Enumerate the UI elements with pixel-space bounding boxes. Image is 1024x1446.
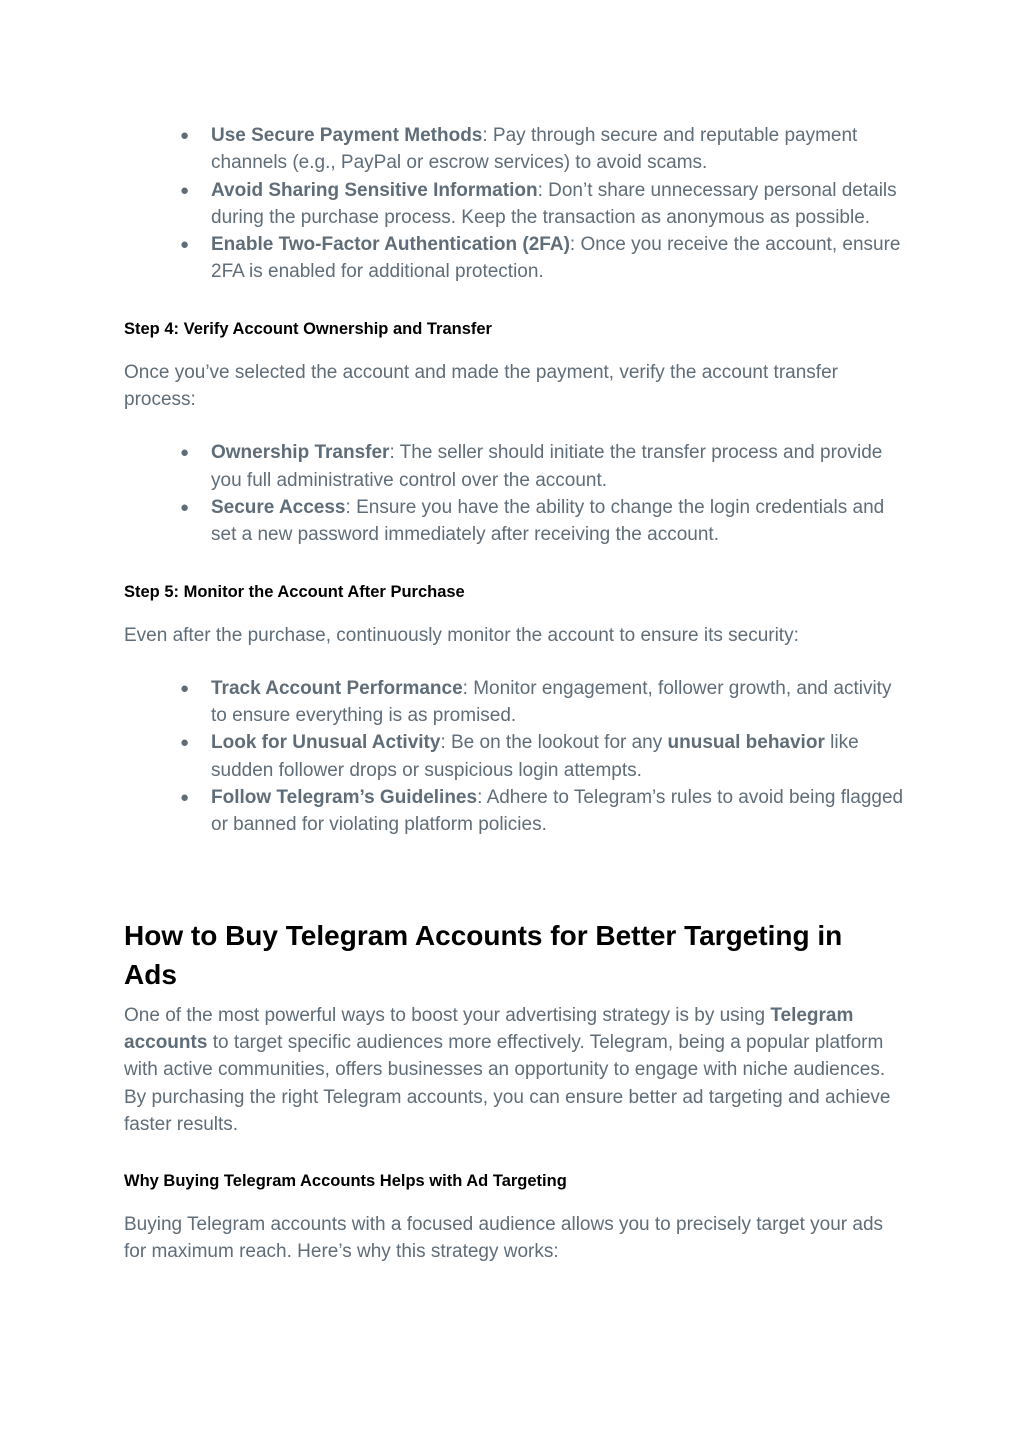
sub-paragraph: Buying Telegram accounts with a focused audience allows you to precisely target your ads for maximum reach. Here’s why this strategy works:	[124, 1214, 884, 1263]
paragraph-text: One of the most powerful ways to boost your advertising strategy is by using	[124, 1004, 771, 1026]
list-item	[180, 439, 901, 494]
list-item	[180, 675, 911, 730]
item-text: : Be on the lookout for any	[440, 732, 668, 754]
list-item	[180, 729, 911, 784]
item-bold-label: Use Secure Payment Methods	[211, 125, 483, 146]
bullet-icon: ●	[180, 236, 190, 254]
item-bold-label: Enable Two-Factor Authentication (2FA)	[211, 234, 570, 256]
step4-heading: Step 4: Verify Account Ownership and Transfer	[124, 319, 492, 338]
paragraph-bold: Telegram accounts	[124, 1004, 854, 1053]
bullet-icon: ●	[180, 789, 190, 807]
item-text: : Adhere to Telegram’s rules to avoid being flagged or banned for violating platform policies.	[211, 787, 904, 836]
bullet-icon: ●	[180, 498, 190, 516]
item-bold-label: Secure Access	[211, 496, 346, 518]
item-text: like sudden follower drops or suspicious login attempts.	[211, 732, 859, 781]
item-text: : Pay through secure and reputable payment channels (e.g., PayPal or escrow services) to avoid scams.	[211, 125, 858, 174]
security-tips-list	[124, 122, 911, 286]
section-paragraph	[124, 1002, 899, 1138]
list-item	[180, 177, 911, 232]
bullet-icon: ●	[180, 444, 190, 462]
sub-heading: Why Buying Telegram Accounts Helps with Ad Targeting	[124, 1172, 567, 1191]
section-title: How to Buy Telegram Accounts for Better Targeting in Ads	[124, 919, 843, 990]
step4-list	[124, 439, 901, 548]
list-item	[180, 231, 911, 286]
step5-intro: Even after the purchase, continuously monitor the account to ensure its security:	[124, 624, 799, 646]
item-bold-label: Track Account Performance	[211, 677, 463, 699]
item-text: : Once you receive the account, ensure 2FA is enabled for additional protection.	[211, 234, 901, 283]
item-text: : Don’t share unnecessary personal details during the purchase process. Keep the transaction as anonymous as possible.	[211, 179, 897, 228]
step5-list	[124, 675, 911, 839]
item-text: : Ensure you have the ability to change the login credentials and set a new password immediately after receiving the account.	[211, 496, 885, 546]
item-bold-label: Ownership Transfer	[211, 442, 390, 464]
list-item	[180, 494, 901, 549]
step5-heading: Step 5: Monitor the Account After Purchase	[124, 582, 465, 601]
list-item	[180, 122, 911, 177]
item-bold-label: Look for Unusual Activity	[211, 732, 441, 754]
bullet-icon: ●	[180, 181, 190, 199]
item-inline-bold: unusual behavior	[667, 732, 825, 754]
item-bold-label: Follow Telegram’s Guidelines	[211, 787, 478, 809]
item-text: : The seller should initiate the transfer process and provide you full administrative control over the account.	[211, 442, 883, 491]
bullet-icon: ●	[180, 734, 190, 752]
bullet-icon: ●	[180, 679, 190, 697]
paragraph-text: to target specific audiences more effectively. Telegram, being a popular platform with active communities, offers businesses an opportunity to engage with niche audiences. By purchasing the right Telegram accounts, you can ensure better ad targeting and achieve faster results.	[124, 1031, 891, 1135]
list-item	[180, 784, 911, 839]
bullet-icon: ●	[180, 127, 190, 144]
step4-intro: Once you’ve selected the account and made the payment, verify the account transfer process:	[124, 361, 838, 411]
item-text: : Monitor engagement, follower growth, and activity to ensure everything is as promised.	[211, 677, 892, 727]
document-page	[124, 0, 904, 1266]
item-bold-label: Avoid Sharing Sensitive Information	[211, 179, 538, 201]
